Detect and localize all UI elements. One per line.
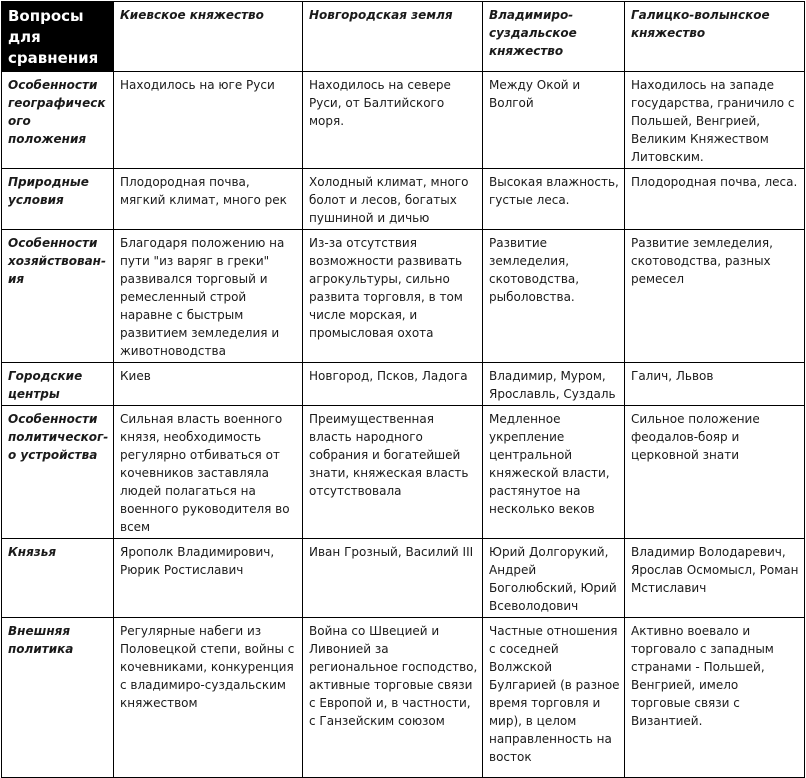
table-cell: Медленное укрепление центральной княжеской власти, растянутое на несколько веков bbox=[483, 406, 625, 539]
table-cell: Находилось на севере Руси, от Балтийского моря. bbox=[303, 72, 483, 169]
comparison-table bbox=[1, 1, 805, 778]
table-cell: Иван Грозный, Василий III bbox=[303, 539, 483, 618]
row-header-geography: Особенности географического положения bbox=[2, 72, 114, 169]
table-cell: Холодный климат, много болот и лесов, богатых пушниной и дичью bbox=[303, 169, 483, 230]
table-cell: Находилось на западе государства, граничило с Польшей, Венгрией, Великим Княжеством Литовским. bbox=[625, 72, 805, 169]
column-header-galicia-volhynia: Галицко-волынское княжество bbox=[625, 2, 805, 72]
row-header-economy: Особенности хозяйствования bbox=[2, 230, 114, 363]
table-cell: Владимир, Муром, Ярославль, Суздаль bbox=[483, 363, 625, 406]
row-header-natural-conditions: Природные условия bbox=[2, 169, 114, 230]
column-header-vladimir-suzdal: Владимиро-суздальское княжество bbox=[483, 2, 625, 72]
table-row-foreign-policy bbox=[2, 618, 805, 778]
row-header-political-structure: Особенности политического устройства bbox=[2, 406, 114, 539]
row-header-princes: Князья bbox=[2, 539, 114, 618]
table-cell: Благодаря положению на пути "из варяг в греки" развивался торговый и ремесленный строй наравне с быстрым развитием земледелия и животноводства bbox=[114, 230, 303, 363]
table-row-city-centers bbox=[2, 363, 805, 406]
table-cell: Находилось на юге Руси bbox=[114, 72, 303, 169]
table-cell: Развитие земледелия, скотоводства, рыболовства. bbox=[483, 230, 625, 363]
table-row-economy bbox=[2, 230, 805, 363]
table-row-geography bbox=[2, 72, 805, 169]
row-header-foreign-policy: Внешняя политика bbox=[2, 618, 114, 778]
table-cell: Киев bbox=[114, 363, 303, 406]
table-cell: Преимущественная власть народного собрания и богатейшей знати, княжеская власть отсутствовала bbox=[303, 406, 483, 539]
row-header-city-centers: Городские центры bbox=[2, 363, 114, 406]
table-cell: Высокая влажность, густые леса. bbox=[483, 169, 625, 230]
column-header-novgorod: Новгородская земля bbox=[303, 2, 483, 72]
table-cell: Плодородная почва, мягкий климат, много рек bbox=[114, 169, 303, 230]
table-cell: Война со Швецией и Ливонией за региональное господство, активные торговые связи с Европой и, в частности, с Ганзейским союзом bbox=[303, 618, 483, 778]
table-cell: Владимир Володаревич, Ярослав Осмомысл, Роман Мстиславич bbox=[625, 539, 805, 618]
table-cell: Активно воевало и торговало с западным странами - Польшей, Венгрией, имело торговые связи с Византией. bbox=[625, 618, 805, 778]
table-cell: Из-за отсутствия возможности развивать агрокультуры, сильно развита торговля, в том числе морская, и промысловая охота bbox=[303, 230, 483, 363]
table-cell: Новгород, Псков, Ладога bbox=[303, 363, 483, 406]
table-cell: Сильная власть военного князя, необходимость регулярно отбиваться от кочевников заставляла людей полагаться на военного руководителя во всем bbox=[114, 406, 303, 539]
table-cell: Регулярные набеги из Половецкой степи, войны с кочевниками, конкуренция с владимиро-суздальским княжеством bbox=[114, 618, 303, 778]
corner-header-cell: Вопросы для сравнения bbox=[2, 2, 114, 72]
table-cell: Развитие земледелия, скотоводства, разных ремесел bbox=[625, 230, 805, 363]
table-cell: Между Окой и Волгой bbox=[483, 72, 625, 169]
table-row-princes bbox=[2, 539, 805, 618]
table-cell: Сильное положение феодалов-бояр и церковной знати bbox=[625, 406, 805, 539]
table-cell: Юрий Долгорукий, Андрей Боголюбский, Юрий Всеволодович bbox=[483, 539, 625, 618]
table-cell: Галич, Львов bbox=[625, 363, 805, 406]
header-row bbox=[2, 2, 805, 72]
column-header-kiev: Киевское княжество bbox=[114, 2, 303, 72]
table-row-natural-conditions bbox=[2, 169, 805, 230]
table-cell: Частные отношения с соседней Волжской Булгарией (в разное время торговля и мир), в целом направленность на восток bbox=[483, 618, 625, 778]
table-row-political-structure bbox=[2, 406, 805, 539]
table-cell: Ярополк Владимирович, Рюрик Ростиславич bbox=[114, 539, 303, 618]
table-cell: Плодородная почва, леса. bbox=[625, 169, 805, 230]
